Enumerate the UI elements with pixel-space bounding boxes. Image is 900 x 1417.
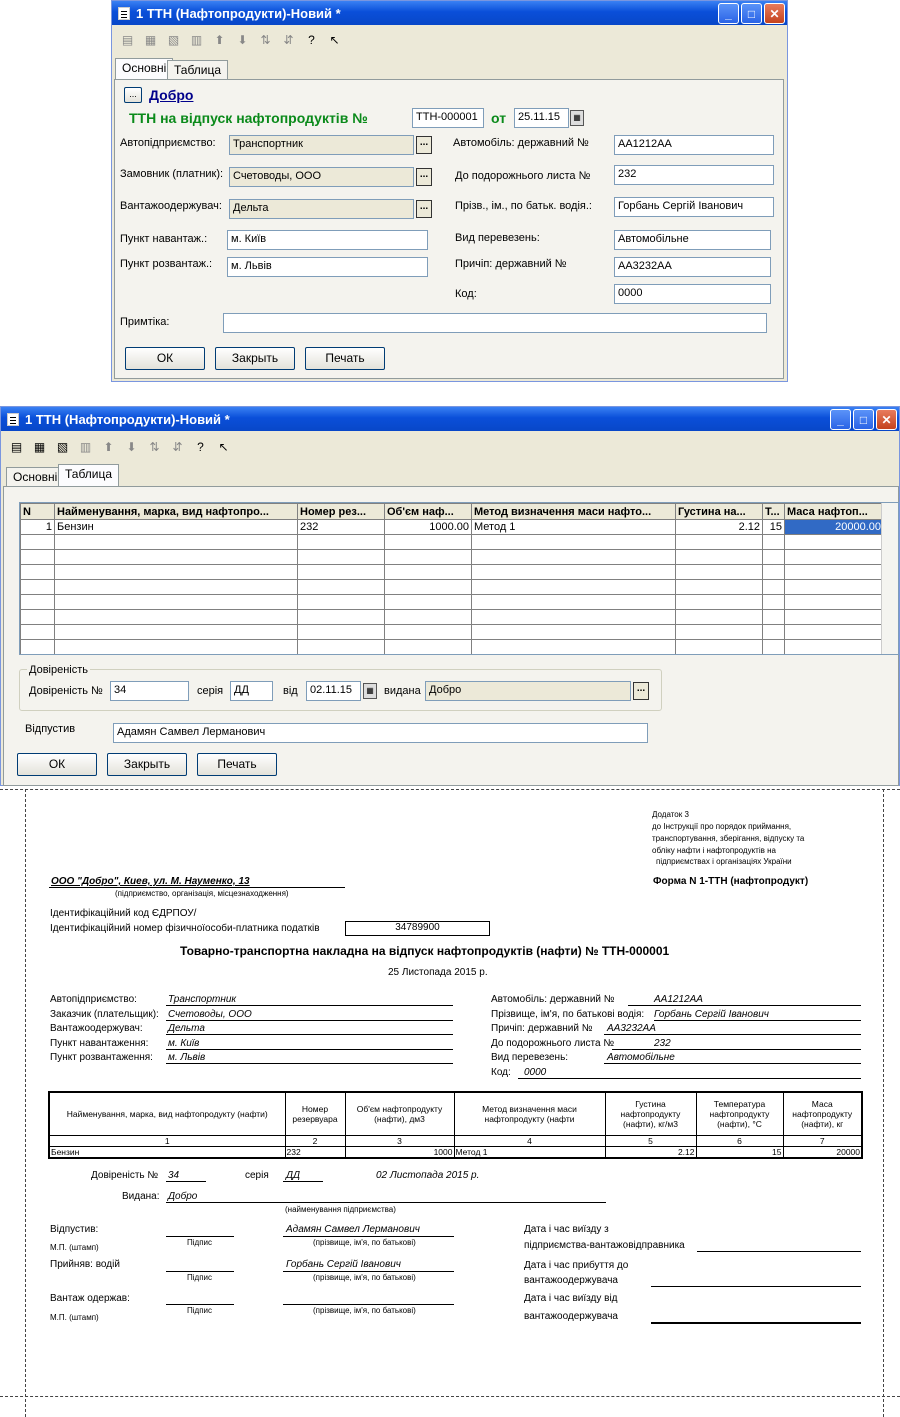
p-autoenterprise-label: Автопідприємство: [50, 994, 137, 1005]
p-dov-value: 34 [168, 1170, 180, 1181]
p-vydana-label: Видана: [122, 1191, 160, 1202]
underline [166, 1049, 453, 1050]
note-label: Примтіка: [120, 316, 170, 328]
sort-desc-icon[interactable]: ⇵ [172, 440, 183, 454]
minimize-button[interactable]: _ [830, 409, 851, 430]
p-customer-label: Заказчик (плательщик): [50, 1009, 159, 1020]
col-volume[interactable]: Об'єм наф... [385, 504, 472, 520]
print-table [48, 1091, 863, 1159]
appendix-line: підприємствах і організаціях України [656, 857, 792, 866]
seria-field[interactable]: ДД [230, 681, 273, 701]
calendar-icon[interactable]: ▦ [570, 110, 584, 126]
edrpou-label: Ідентифікаційний код ЄДРПОУ/ [50, 908, 197, 919]
calendar-icon[interactable]: ▦ [363, 683, 377, 699]
empty-row [21, 550, 884, 565]
close-form-button[interactable]: Закрыть [215, 347, 295, 370]
underline [518, 1078, 861, 1079]
print-button[interactable]: Печать [197, 753, 277, 776]
p-vydana-caption: (найменування підприємства) [285, 1205, 396, 1214]
empty-row [21, 610, 884, 625]
vertical-scrollbar[interactable] [881, 503, 898, 654]
transport-type-field[interactable]: Автомобільне [614, 230, 771, 250]
dov-label: Довіреність № [29, 685, 103, 697]
p-trailer-value: АА3232АА [607, 1023, 656, 1034]
tab-main-2[interactable]: Основні [6, 467, 64, 487]
table-row [49, 1146, 862, 1158]
org-name: ООО "Добро", Киев, ул. М. Науменко, 13 [51, 876, 250, 887]
pn: 7 [783, 1135, 862, 1146]
underline [166, 1202, 606, 1203]
doc-title: ТТН на відпуск нафтопродуктів № [129, 110, 368, 126]
page-border-right [883, 789, 884, 1417]
p-trailer-label: Причіп: державний № [491, 1023, 593, 1034]
ok-button[interactable]: ОК [125, 347, 205, 370]
p-driver-name: Горбань Сергій Іванович [286, 1259, 401, 1270]
dov-date-field[interactable]: 02.11.15 [306, 681, 361, 701]
p-seria-label: серія [245, 1170, 269, 1181]
signature-line [166, 1236, 234, 1237]
p-vydana-value: Добро [168, 1191, 198, 1202]
consignee-select-button[interactable]: ... [416, 200, 432, 218]
context-help-icon[interactable]: ↖ [218, 440, 229, 454]
page-border-top [0, 789, 900, 790]
col-temp[interactable]: Т... [763, 504, 785, 520]
col-name[interactable]: Найменування, марка, вид нафтопро... [55, 504, 298, 520]
col-n[interactable]: N [21, 504, 55, 520]
underline [166, 1063, 453, 1064]
ok-button[interactable]: ОК [17, 753, 97, 776]
p-consignee-value: Дельта [168, 1023, 205, 1034]
trailer-number-label: Причіп: державний № [455, 258, 567, 270]
pc-temp: 15 [696, 1146, 783, 1158]
move-down-icon[interactable]: ⬇ [237, 33, 248, 47]
note-field[interactable] [223, 313, 767, 333]
p-driver-value: Горбань Сергій Іванович [654, 1009, 769, 1020]
appendix-line: транспортування, зберігання, відпуску та [652, 834, 805, 843]
col-method[interactable]: Метод визначення маси нафто... [472, 504, 676, 520]
cell-name[interactable]: Бензин [55, 520, 298, 535]
consignee-field[interactable]: Дельта [229, 199, 414, 219]
car-number-field[interactable]: АА1212АА [614, 135, 774, 155]
doc-number-field[interactable]: ТТН-000001 [412, 108, 484, 128]
dt3-line1: Дата і час виїзду від [524, 1293, 618, 1304]
copy-row-icon[interactable]: ▥ [79, 440, 92, 454]
sort-asc-icon[interactable]: ⇅ [260, 33, 271, 47]
ph-name: Найменування, марка, вид нафтопродукту (нафти) [49, 1092, 285, 1135]
autoenterprise-select-button[interactable]: ... [416, 136, 432, 154]
p-car-value: АА1212АА [654, 994, 703, 1005]
appendix-line: Додаток 3 [652, 810, 689, 819]
pc-density: 2.12 [605, 1146, 696, 1158]
p-unloading-value: м. Львів [168, 1052, 206, 1063]
inn-label: Ідентифікаційний номер фізичноїособи-платника податків [50, 923, 320, 934]
dov-number-field[interactable]: 34 [110, 681, 189, 701]
dt1-line2: підприємства-вантажовідправника [524, 1240, 685, 1251]
stamp-label: М.П. (штамп) [50, 1243, 99, 1252]
sign-caption: Підпис [187, 1306, 212, 1315]
cell-density[interactable]: 2.12 [676, 520, 763, 535]
close-button[interactable]: ✕ [876, 409, 897, 430]
empty-row [21, 595, 884, 610]
underline [283, 1181, 323, 1182]
loading-point-label: Пункт навантаж.: [120, 233, 208, 245]
p-seria-value: ДД [286, 1170, 301, 1181]
pc-mass: 20000 [783, 1146, 862, 1158]
cell-tank[interactable]: 232 [298, 520, 385, 535]
p-unloading-label: Пункт розвантаження: [50, 1052, 153, 1063]
pn: 1 [49, 1135, 285, 1146]
help-icon[interactable]: ? [197, 440, 204, 454]
cell-mass[interactable]: 20000.00 [785, 520, 884, 535]
empty-row [21, 580, 884, 595]
transport-type-label: Вид перевезень: [455, 232, 540, 244]
vydana-field[interactable]: Добро [425, 681, 631, 701]
window-main-tab [111, 0, 788, 382]
released-field[interactable]: Адамян Самвел Лерманович [113, 723, 648, 743]
underline [283, 1271, 454, 1272]
p-dov-label: Довіреність № [91, 1170, 159, 1181]
sign-caption: Підпис [187, 1238, 212, 1247]
pn: 2 [285, 1135, 345, 1146]
loading-point-field[interactable]: м. Київ [227, 230, 428, 250]
appendix-line: до Інструкції про порядок приймання, [652, 822, 792, 831]
p-customer-value: Счетоводы, ООО [168, 1009, 252, 1020]
customer-field[interactable]: Счетоводы, ООО [229, 167, 414, 187]
waybill-field[interactable]: 232 [614, 165, 774, 185]
close-button[interactable]: ✕ [764, 3, 785, 24]
move-down-icon[interactable]: ⬇ [126, 440, 137, 454]
p-car-label: Автомобіль: державний № [491, 994, 615, 1005]
p-transport-value: Автомобільне [607, 1052, 675, 1063]
col-density[interactable]: Густина на... [676, 504, 763, 520]
window-table-tab [0, 406, 900, 786]
name-caption: (прізвище, ім'я, по батькові) [313, 1238, 416, 1247]
ph-method: Метод визначення маси нафтопродукту (нафти [454, 1092, 605, 1135]
p-transport-label: Вид перевезень: [491, 1052, 569, 1063]
underline [283, 1236, 454, 1237]
trailer-number-field[interactable]: АА3232АА [614, 257, 771, 277]
doc-date-field[interactable]: 25.11.15 [514, 108, 569, 128]
add-row-icon[interactable]: ▤ [121, 33, 134, 47]
name-caption: (прізвище, ім'я, по батькові) [313, 1273, 416, 1282]
underline [697, 1251, 861, 1252]
tab-main[interactable]: Основні [115, 58, 173, 80]
car-number-label: Автомобіль: державний № [453, 137, 589, 149]
title-bar[interactable] [112, 1, 787, 25]
form-name: Форма N 1-ТТН (нафтопродукт) [653, 876, 809, 887]
code-label: Код: [455, 288, 477, 300]
p-loading-value: м. Київ [168, 1038, 200, 1049]
delete-row-icon[interactable]: ▧ [167, 33, 180, 47]
date-label: от [491, 110, 507, 126]
empty-row [21, 535, 884, 550]
delete-row-icon[interactable]: ▧ [56, 440, 69, 454]
sign-caption: Підпис [187, 1273, 212, 1282]
pc-volume: 1000 [345, 1146, 454, 1158]
org-link[interactable]: Добро [149, 87, 194, 103]
underline [654, 1020, 861, 1021]
underline [604, 1063, 861, 1064]
driver-field[interactable]: Горбань Сергій Іванович [614, 197, 774, 217]
p-autoenterprise-value: Транспортник [168, 994, 237, 1005]
ph-volume: Об'єм нафтопродукту (нафти), дм3 [345, 1092, 454, 1135]
tab-table-2[interactable]: Таблица [58, 464, 119, 486]
toolbar [118, 31, 344, 49]
edit-row-icon[interactable]: ▦ [144, 33, 157, 47]
dt2-line2: вантажоодержувача [524, 1275, 618, 1286]
inn-value: 34789900 [345, 921, 490, 936]
ph-tank: Номер резервуара [285, 1092, 345, 1135]
p-released-name: Адамян Самвел Лерманович [286, 1224, 420, 1235]
signature-line [166, 1304, 234, 1305]
p-waybill-value: 232 [654, 1038, 671, 1049]
customer-select-button[interactable]: ... [416, 168, 432, 186]
col-mass[interactable]: Маса нафтоп... [785, 504, 884, 520]
tab-table[interactable]: Таблица [167, 60, 228, 80]
ph-density: Густина нафтопродукту (нафти), кг/м3 [605, 1092, 696, 1135]
group-label: Довіреність [29, 664, 89, 676]
driver-label: Прізв., ім., по батьк. водія.: [455, 200, 592, 212]
pn: 4 [454, 1135, 605, 1146]
ph-mass: Маса нафтопродукту (нафти), кг [783, 1092, 862, 1135]
maximize-button[interactable]: □ [853, 409, 874, 430]
page-border-bottom [0, 1396, 900, 1397]
org-select-button[interactable]: ... [124, 87, 142, 103]
copy-row-icon[interactable]: ▥ [190, 33, 203, 47]
document-icon [7, 413, 19, 426]
underline [651, 1322, 861, 1324]
minimize-button[interactable]: _ [718, 3, 739, 24]
empty-row [21, 625, 884, 640]
maximize-button[interactable]: □ [741, 3, 762, 24]
cell-method[interactable]: Метод 1 [472, 520, 676, 535]
col-tank[interactable]: Номер рез... [298, 504, 385, 520]
p-consignee-label: Вантажоодержувач: [50, 1023, 143, 1034]
underline [166, 1005, 453, 1006]
context-help-icon[interactable]: ↖ [329, 33, 340, 47]
print-title: Товарно-транспортна накладна на відпуск нафтопродуктів (нафти) № ТТН-000001 [180, 944, 670, 958]
p-driver-label: Прізвище, ім'я, по батькові водія: [491, 1009, 645, 1020]
window-title: 1 ТТН (Нафтопродукти)-Новий * [136, 5, 341, 21]
dt1-line1: Дата і час виїзду з [524, 1224, 609, 1235]
move-up-icon[interactable]: ⬆ [214, 33, 225, 47]
print-date: 25 Листопада 2015 р. [388, 967, 488, 978]
pc-tank: 232 [285, 1146, 345, 1158]
cell-temp[interactable]: 15 [763, 520, 785, 535]
pn: 6 [696, 1135, 783, 1146]
underline [166, 1181, 206, 1182]
p-received-label: Вантаж одержав: [50, 1293, 130, 1304]
pn: 3 [345, 1135, 454, 1146]
autoenterprise-label: Автопідприємство: [120, 137, 216, 149]
underline [628, 1005, 861, 1006]
p-code-value: 0000 [524, 1067, 547, 1078]
autoenterprise-field[interactable]: Транспортник [229, 135, 414, 155]
items-grid[interactable] [19, 502, 899, 655]
table-row[interactable] [21, 520, 884, 535]
customer-label: Замовник (платник): [120, 168, 224, 180]
window-title-2: 1 ТТН (Нафтопродукти)-Новий * [25, 411, 230, 427]
stamp-label: М.П. (штамп) [50, 1313, 99, 1322]
page-border-left [25, 789, 26, 1417]
p-loading-label: Пункт навантаження: [50, 1038, 149, 1049]
empty-row [21, 640, 884, 655]
empty-row [21, 565, 884, 580]
sort-desc-icon[interactable]: ⇵ [283, 33, 294, 47]
p-accepted-label: Прийняв: водій [50, 1259, 120, 1270]
underline [651, 1286, 861, 1287]
vydana-label: видана [384, 685, 421, 697]
signature-line [166, 1271, 234, 1272]
p-released-label: Відпустив: [50, 1224, 99, 1235]
underline [283, 1304, 454, 1305]
document-icon [118, 7, 130, 20]
code-field[interactable]: 0000 [614, 284, 771, 304]
title-bar-2[interactable] [1, 407, 899, 431]
p-dov-date: 02 Листопада 2015 р. [376, 1170, 480, 1181]
org-caption: (підприємство, організація, місцезнаходження) [115, 889, 289, 898]
vid-label: від [283, 685, 298, 697]
cell-n[interactable]: 1 [21, 520, 55, 535]
underline [604, 1034, 861, 1035]
underline [612, 1049, 861, 1050]
unloading-point-field[interactable]: м. Львів [227, 257, 428, 277]
sort-asc-icon[interactable]: ⇅ [149, 440, 160, 454]
toolbar-2 [7, 438, 233, 456]
waybill-label: До подорожнього листа № [455, 170, 591, 182]
dt3-line2: вантажоодержувача [524, 1311, 618, 1322]
move-up-icon[interactable]: ⬆ [103, 440, 114, 454]
pc-name: Бензин [49, 1146, 285, 1158]
released-label: Відпустив [25, 723, 76, 735]
print-button[interactable]: Печать [305, 347, 385, 370]
p-waybill-label: До подорожнього листа № [491, 1038, 615, 1049]
ph-temp: Температура нафтопродукту (нафти), °C [696, 1092, 783, 1135]
vydana-select-button[interactable]: ... [633, 682, 649, 700]
org-underline [49, 887, 345, 888]
consignee-label: Вантажоодержувач: [120, 200, 222, 212]
pc-method: Метод 1 [454, 1146, 605, 1158]
dt2-line1: Дата і час прибуття до [524, 1260, 629, 1271]
help-icon[interactable]: ? [308, 33, 315, 47]
p-code-label: Код: [491, 1067, 511, 1078]
add-row-icon[interactable]: ▤ [10, 440, 23, 454]
close-form-button[interactable]: Закрыть [107, 753, 187, 776]
underline [166, 1020, 453, 1021]
seria-label: серія [197, 685, 224, 697]
underline [166, 1034, 453, 1035]
cell-volume[interactable]: 1000.00 [385, 520, 472, 535]
name-caption: (прізвище, ім'я, по батькові) [313, 1306, 416, 1315]
pn: 5 [605, 1135, 696, 1146]
appendix-line: обліку нафти і нафтопродуктів на [652, 846, 776, 855]
edit-row-icon[interactable]: ▦ [33, 440, 46, 454]
unloading-point-label: Пункт розвантаж.: [120, 258, 213, 270]
